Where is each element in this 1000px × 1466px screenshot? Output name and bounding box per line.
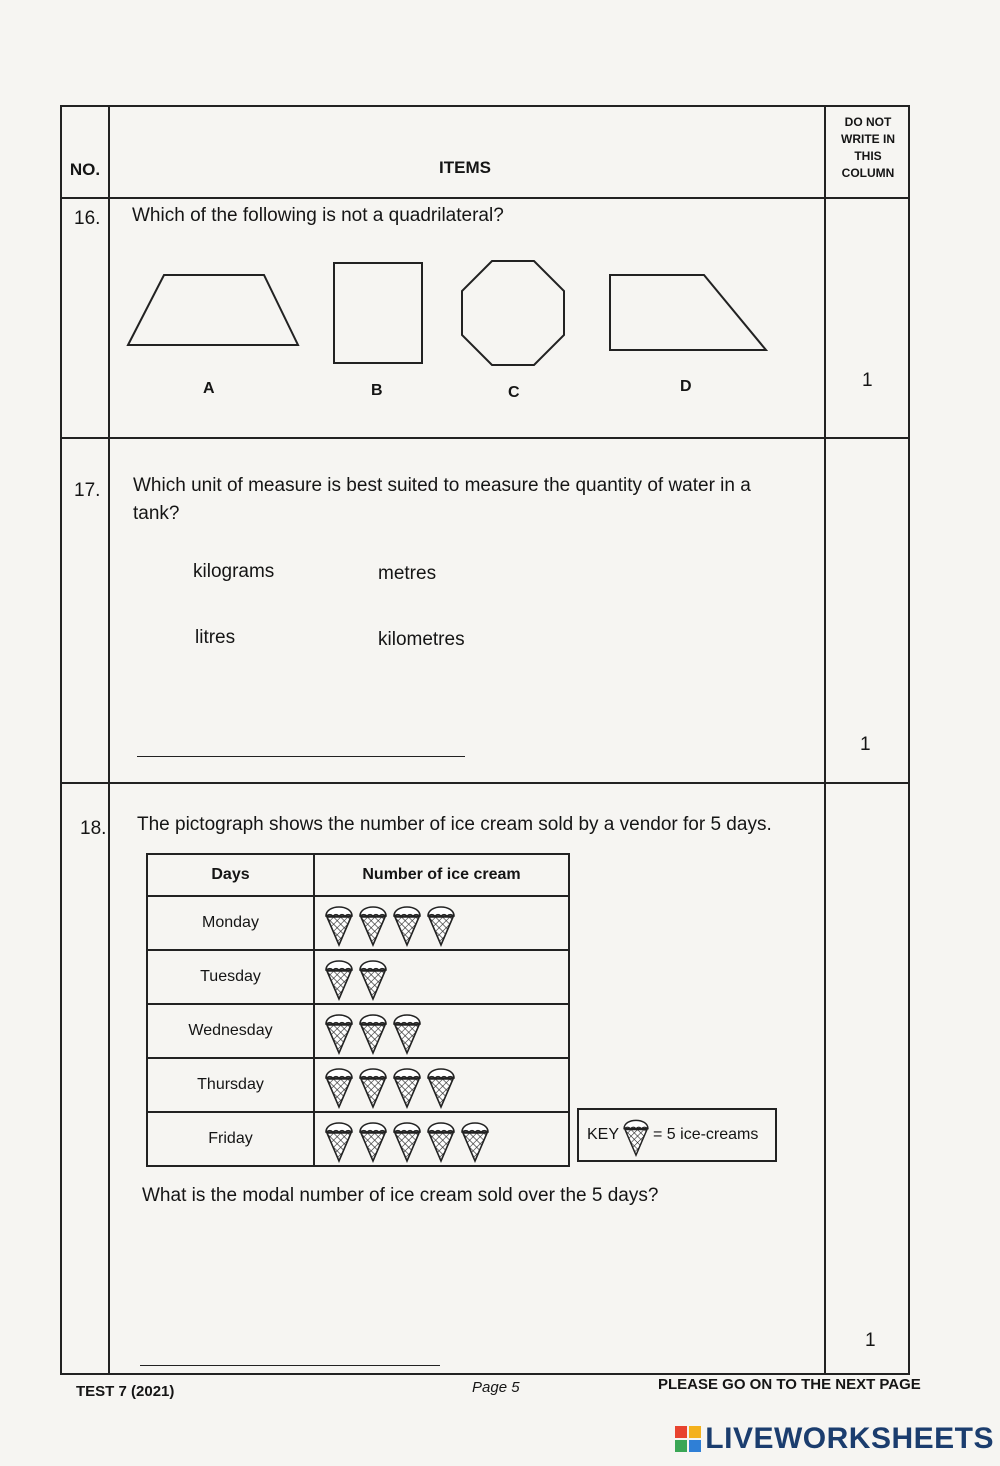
ice-cream-icon [323,899,355,947]
ice-cream-icon [391,1007,423,1055]
ice-cream-header: Number of ice cream [314,854,569,896]
q18-text: The pictograph shows the number of ice cream sold by a vendor for 5 days. [137,814,772,835]
day-monday: Monday [147,896,314,950]
row-divider-16 [62,437,908,439]
footer-page: Page 5 [472,1379,520,1396]
column-divider-no [108,107,110,1373]
cones-monday [314,896,569,950]
ice-cream-icon [357,1061,389,1109]
header-do-not-write-line: THIS [854,149,882,163]
pictograph-key [577,1108,777,1162]
ice-cream-icon [357,1115,389,1163]
table-row [147,1112,569,1166]
ice-cream-icon [323,953,355,1001]
shape-label-b: B [371,382,383,399]
column-divider-marks [824,107,826,1373]
header-do-not-write-line: WRITE IN [841,132,895,146]
ice-cream-icon [357,899,389,947]
row-divider-17 [62,782,908,784]
option-metres[interactable]: metres [378,563,437,584]
logo-square [675,1440,687,1452]
square-shape-b[interactable] [334,263,422,363]
ice-cream-icon [391,1115,423,1163]
q16-shapes [120,255,780,370]
shape-label-a: A [203,380,215,397]
header-do-not-write-line: COLUMN [841,166,895,180]
ice-cream-icon [459,1115,491,1163]
header-items: ITEMS [439,158,491,177]
logo-square [689,1426,701,1438]
header-do-not-write [826,114,910,182]
cones-thursday [314,1058,569,1112]
cones-tuesday [314,950,569,1004]
header-no: NO. [69,160,101,179]
ice-cream-icon [425,1115,457,1163]
right-trapezium-shape-d[interactable] [610,275,766,350]
q18-answer-line[interactable] [140,1365,440,1366]
table-row [147,1058,569,1112]
q16-number: 16. [74,208,101,229]
table-row [147,1004,569,1058]
day-thursday: Thursday [147,1058,314,1112]
logo-square [689,1440,701,1452]
day-friday: Friday [147,1112,314,1166]
ice-cream-icon [357,1007,389,1055]
key-label: KEY [587,1126,620,1143]
ice-cream-icon [425,1061,457,1109]
table-row [147,896,569,950]
shape-label-d: D [680,378,692,395]
pictograph-table [146,853,570,1167]
ice-cream-icon [323,1061,355,1109]
liveworksheets-logo[interactable] [675,1422,994,1456]
q18-number: 18. [80,818,107,839]
ice-cream-icon [391,1061,423,1109]
day-tuesday: Tuesday [147,950,314,1004]
day-wednesday: Wednesday [147,1004,314,1058]
pictograph-header-row [147,854,569,896]
trapezium-shape-a[interactable] [128,275,298,345]
q17-number: 17. [74,480,101,501]
octagon-shape-c[interactable] [462,261,564,365]
ice-cream-icon [323,1007,355,1055]
days-header: Days [147,854,314,896]
ice-cream-icon [323,1115,355,1163]
table-row [147,950,569,1004]
q17-text-line2: tank? [133,503,180,524]
logo-text: LIVEWORKSHEETS [705,1422,994,1455]
q17-answer-line[interactable] [137,756,465,757]
logo-square [675,1426,687,1438]
ice-cream-icon [357,953,389,1001]
q17-mark: 1 [860,734,871,755]
q16-mark: 1 [862,370,873,391]
header-divider [62,197,908,199]
q17-text-line1: Which unit of measure is best suited to measure the quantity of water in a [133,475,751,496]
q16-text: Which of the following is not a quadrilateral? [132,205,504,226]
ice-cream-icon [425,899,457,947]
option-kilograms[interactable]: kilograms [193,561,275,582]
logo-icon [675,1426,701,1452]
q18-question: What is the modal number of ice cream sold over the 5 days? [142,1185,659,1206]
shape-label-c: C [508,384,520,401]
ice-cream-icon [391,899,423,947]
cones-friday [314,1112,569,1166]
header-do-not-write-line: DO NOT [844,115,892,129]
option-kilometres[interactable]: kilometres [378,629,465,650]
ice-cream-icon [621,1113,651,1157]
key-value: = 5 ice-creams [653,1126,759,1143]
footer-next-page: PLEASE GO ON TO THE NEXT PAGE [658,1376,921,1393]
footer-test: TEST 7 (2021) [76,1383,175,1400]
option-litres[interactable]: litres [195,627,236,648]
q18-mark: 1 [865,1330,876,1351]
cones-wednesday [314,1004,569,1058]
